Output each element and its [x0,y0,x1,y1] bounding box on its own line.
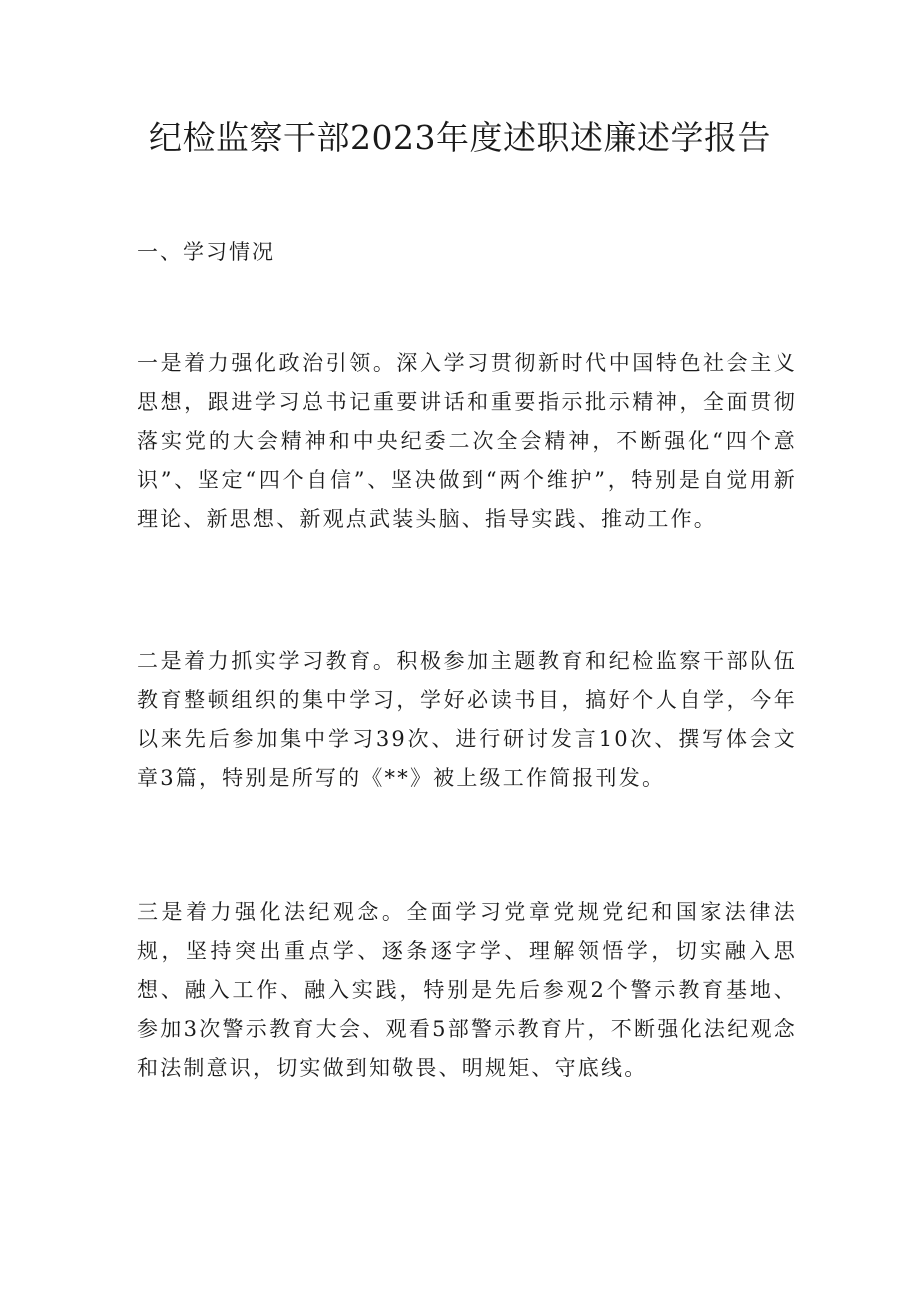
document-title: 纪检监察干部2023年度述职述廉述学报告 [149,118,771,157]
paragraph-legal-discipline: 三是着力强化法纪观念。全面学习党章党规党纪和国家法律法规，坚持突出重点学、逐条逐字学、理解领悟学，切实融入思想、融入工作、融入实践，特别是先后参观2个警示教育基地、参加3次警示教育大会、观看5部警示教育片，不断强化法纪观念和法制意识，切实做到知敬畏、明规矩、守底线。 [137,900,797,1080]
section-heading-study: 一、学习情况 [137,240,275,264]
paragraph-study-education: 二是着力抓实学习教育。积极参加主题教育和纪检监察干部队伍教育整顿组织的集中学习，学好必读书目，搞好个人自学，今年以来先后参加集中学习39次、进行研讨发言10次、撰写体会文章3篇，特别是所写的《**》被上级工作简报刊发。 [137,649,797,790]
paragraph-political-guidance: 一是着力强化政治引领。深入学习贯彻新时代中国特色社会主义思想，跟进学习总书记重要讲话和重要指示批示精神，全面贯彻落实党的大会精神和中央纪委二次全会精神，不断强化“四个意识”、坚定“四个自信”、坚决做到“两个维护”，特别是自觉用新理论、新思想、新观点武装头脑、指导实践、推动工作。 [137,351,797,531]
